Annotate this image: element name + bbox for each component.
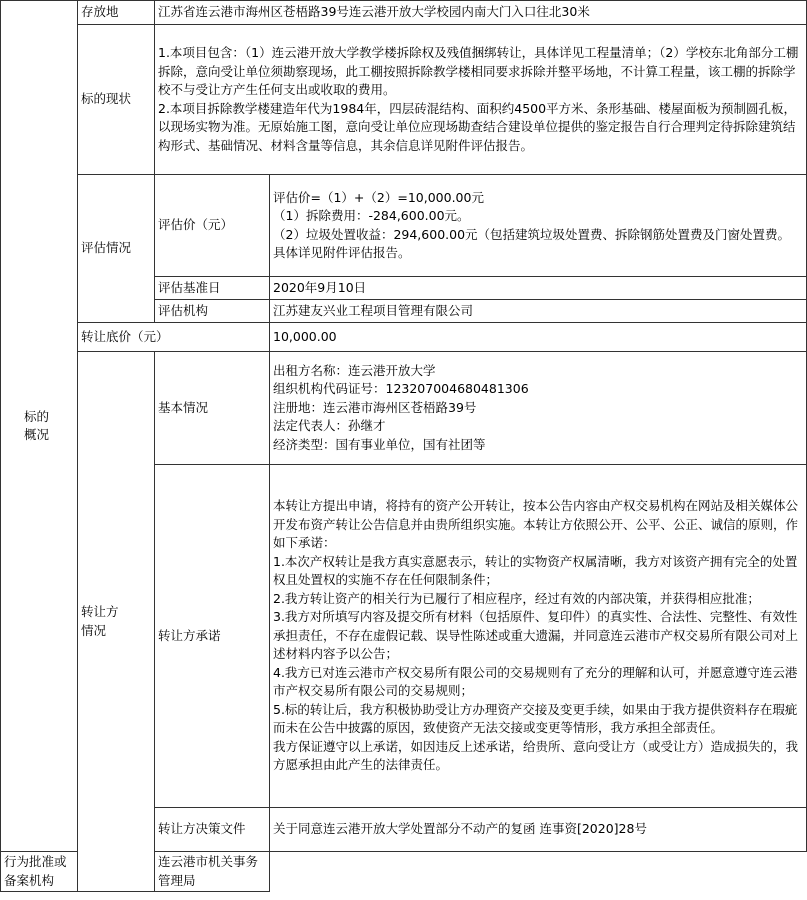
commit-paragraph: 本转让方提出申请，将持有的资产公开转让，按本公告内容由产权交易机构在网站及相关媒体公开发布资产转让公告信息并由贵所组织实施。本转让方依照公开、公平、公正、诚信的原则，作如下承诺： (273, 498, 799, 551)
commit-paragraph: 3.我方对所填写内容及提交所有材料（包括原件、复印件）的真实性、合法性、完整性、有效性承担责任，不存在虚假记载、误导性陈述或重大遗漏，并同意连云港市产权交易所有限公司对上述材料内容予以公告； (273, 609, 799, 662)
location-value: 江苏省连云港市海州区苍梧路39号连云港开放大学校园内南大门入口往北30米 (155, 1, 807, 25)
appraisal-line: （2）垃圾处置收益：294,600.00元（包括建筑垃圾处置费、拆除钢筋处置费及门窗处置费。 (273, 226, 791, 242)
appraisal-agency-label: 评估机构 (155, 300, 270, 323)
reserve-price-row (1, 323, 807, 352)
transferor-approval-label: 行为批准或备案机构 (1, 852, 78, 892)
appraisal-date-value: 2020年9月10日 (270, 277, 807, 300)
transferor-decision-label: 转让方决策文件 (155, 808, 270, 852)
transferor-basic-label: 基本情况 (155, 352, 270, 465)
transferor-label-text: 转让方情况 (81, 604, 119, 638)
appraisal-value-row (1, 175, 807, 277)
main-label: 标的概况 (24, 408, 50, 442)
transferor-commit-label: 转让方承诺 (155, 465, 270, 808)
appraisal-value-label: 评估价（元） (155, 175, 270, 277)
status-value (155, 25, 807, 175)
appraisal-line: （1）拆除费用：-284,600.00元。 (273, 208, 470, 223)
status-paragraph-2: 2.本项目拆除教学楼建造年代为1984年，四层砖混结构、面积约4500平方米、条形基础、楼屋面板为预制圆孔板，以现场实物为准。无原始施工图，意向受让单位应现场勘查结合建设单位提供的鉴定报告自行合理判定待拆除建筑结构形式、基础情况、材料含量等信息，其余信息详见附件评估报告。 (158, 100, 797, 153)
appraisal-line: 具体详见附件评估报告。 (273, 245, 411, 260)
appraisal-agency-value: 江苏建友兴业工程项目管理有限公司 (270, 300, 807, 323)
reserve-price-value: 10,000.00 (270, 323, 807, 352)
basic-info-line: 出租方名称：连云港开放大学 (273, 362, 436, 378)
transferor-basic-value (270, 352, 807, 465)
main-label-cell (1, 1, 78, 852)
transferor-label (78, 352, 155, 892)
basic-info-line: 组织机构代码证号：123207004680481306 (273, 381, 529, 397)
commit-paragraph: 5.标的转让后，我方积极协助受让方办理资产交接及变更手续，如果由于我方提供资料存在瑕疵而未在公告中披露的原因，致使资产无法交接或变更等情形，我方承担全部责任。 (273, 701, 798, 736)
commit-paragraph: 4.我方已对连云港市产权交易所有限公司的交易规则有了充分的理解和认可，并愿意遵守连云港市产权交易所有限公司的交易规则； (273, 664, 798, 699)
transferor-commit-value (270, 465, 807, 808)
appraisal-line: 评估价=（1）+（2）=10,000.00元 (273, 189, 484, 205)
appraisal-date-label: 评估基准日 (155, 277, 270, 300)
basic-info-line: 经济类型：国有事业单位，国有社团等 (273, 436, 486, 452)
commit-paragraph: 我方保证遵守以上承诺，如因违反上述承诺，给贵所、意向受让方（或受让方）造成损失的，我方愿承担由此产生的法律责任。 (273, 738, 799, 773)
appraisal-value (270, 175, 807, 277)
status-label: 标的现状 (78, 25, 155, 175)
status-row (1, 25, 807, 175)
transferor-approval-value: 连云港市机关事务管理局 (155, 852, 270, 892)
commit-paragraph: 1.本次产权转让是我方真实意愿表示，转让的实物资产权属清晰，我方对该资产拥有完全的处置权且处置权的实施不存在任何限制条件； (273, 553, 798, 588)
location-label: 存放地 (78, 1, 155, 25)
basic-info-line: 注册地：连云港市海州区苍梧路39号 (273, 399, 477, 415)
reserve-price-label: 转让底价（元） (78, 323, 270, 352)
status-paragraph-1: 1.本项目包含：（1）连云港开放大学教学楼拆除权及残值捆绑转让，具体详见工程量清单；（2）学校东北角部分工棚拆除，意向受让单位须勘察现场，此工棚按照拆除教学楼相同要求拆除并整平场地，不计算工程量，该工棚的拆除学校不与受让方产生任何支出或收取的费用。 (158, 45, 799, 97)
basic-info-line: 法定代表人：孙继才 (273, 418, 386, 434)
location-row (1, 1, 807, 25)
transferor-decision-value: 关于同意连云港开放大学处置部分不动产的复函 连事资[2020]28号 (270, 808, 807, 852)
appraisal-label: 评估情况 (78, 175, 155, 323)
commit-paragraph: 2.我方转让资产的相关行为已履行了相应程序，经过有效的内部决策，并获得相应批准； (273, 590, 760, 606)
transferor-basic-row (1, 352, 807, 465)
